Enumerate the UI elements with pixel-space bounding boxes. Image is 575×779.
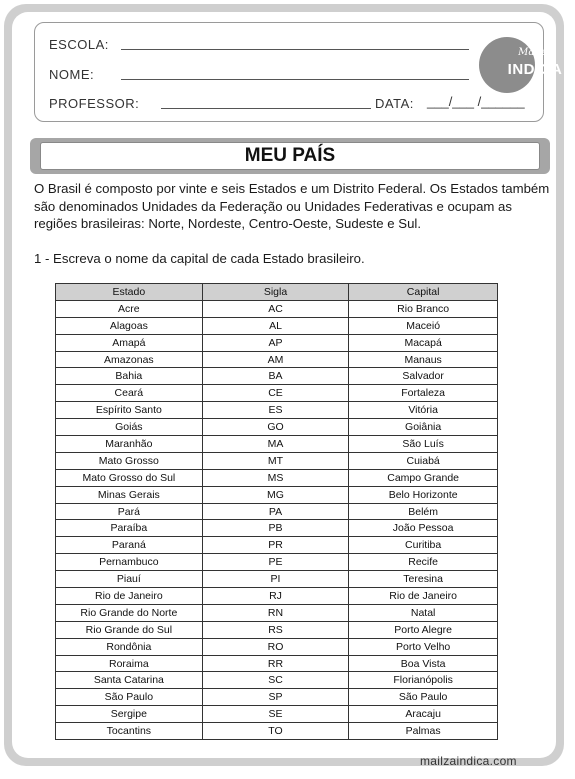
abbreviation-cell: SE xyxy=(202,706,349,723)
date-label: DATA: xyxy=(375,96,414,111)
abbreviation-cell: TO xyxy=(202,723,349,740)
state-cell: Espírito Santo xyxy=(56,402,203,419)
capital-cell: Teresina xyxy=(349,571,498,588)
capital-cell: Florianópolis xyxy=(349,672,498,689)
table-row xyxy=(56,351,498,368)
capital-cell: Vitória xyxy=(349,402,498,419)
capital-cell: Rio de Janeiro xyxy=(349,588,498,605)
capital-cell: Curitiba xyxy=(349,537,498,554)
capital-cell: Boa Vista xyxy=(349,655,498,672)
table-row xyxy=(56,452,498,469)
abbreviation-cell: MS xyxy=(202,469,349,486)
name-label: NOME: xyxy=(49,67,95,82)
capital-cell: Fortaleza xyxy=(349,385,498,402)
abbreviation-cell: AP xyxy=(202,334,349,351)
table-row xyxy=(56,571,498,588)
table-row xyxy=(56,655,498,672)
site-footer: mailzaindica.com xyxy=(420,754,517,768)
logo-brand: INDICA xyxy=(507,61,563,78)
abbreviation-cell: AC xyxy=(202,300,349,317)
capital-cell: São Paulo xyxy=(349,689,498,706)
state-cell: Alagoas xyxy=(56,317,203,334)
capital-cell: Belo Horizonte xyxy=(349,486,498,503)
table-row xyxy=(56,469,498,486)
abbreviation-cell: MA xyxy=(202,436,349,453)
capital-cell: Natal xyxy=(349,604,498,621)
table-row xyxy=(56,672,498,689)
state-cell: Maranhão xyxy=(56,436,203,453)
name-line[interactable] xyxy=(121,79,469,80)
teacher-line[interactable] xyxy=(161,108,371,109)
capital-cell: Recife xyxy=(349,554,498,571)
table-row xyxy=(56,537,498,554)
table-row xyxy=(56,385,498,402)
table-row xyxy=(56,503,498,520)
state-cell: Paraná xyxy=(56,537,203,554)
title-banner xyxy=(30,138,550,174)
state-cell: Mato Grosso do Sul xyxy=(56,469,203,486)
table-row xyxy=(56,588,498,605)
state-cell: Rio de Janeiro xyxy=(56,588,203,605)
abbreviation-cell: AM xyxy=(202,351,349,368)
capital-cell: Palmas xyxy=(349,723,498,740)
abbreviation-cell: RS xyxy=(202,621,349,638)
abbreviation-cell: CE xyxy=(202,385,349,402)
capital-cell: São Luís xyxy=(349,436,498,453)
capital-cell: Goiânia xyxy=(349,419,498,436)
teacher-label: PROFESSOR: xyxy=(49,96,140,111)
table-row xyxy=(56,689,498,706)
abbreviation-cell: PE xyxy=(202,554,349,571)
header-state: Estado xyxy=(56,284,203,301)
header-abbreviation: Sigla xyxy=(202,284,349,301)
abbreviation-cell: GO xyxy=(202,419,349,436)
state-cell: São Paulo xyxy=(56,689,203,706)
capital-cell: Porto Velho xyxy=(349,638,498,655)
abbreviation-cell: SC xyxy=(202,672,349,689)
state-cell: Rio Grande do Norte xyxy=(56,604,203,621)
abbreviation-cell: RJ xyxy=(202,588,349,605)
abbreviation-cell: MG xyxy=(202,486,349,503)
capital-cell: Maceió xyxy=(349,317,498,334)
capital-cell: João Pessoa xyxy=(349,520,498,537)
state-cell: Sergipe xyxy=(56,706,203,723)
mailza-indica-logo xyxy=(479,37,563,93)
table-row xyxy=(56,300,498,317)
question-1: 1 - Escreva o nome da capital de cada Estado brasileiro. xyxy=(34,251,365,266)
abbreviation-cell: RO xyxy=(202,638,349,655)
states-table xyxy=(55,283,498,740)
state-cell: Rio Grande do Sul xyxy=(56,621,203,638)
capital-cell: Cuiabá xyxy=(349,452,498,469)
capital-cell: Porto Alegre xyxy=(349,621,498,638)
school-label: ESCOLA: xyxy=(49,37,109,52)
school-line[interactable] xyxy=(121,49,469,50)
table-row xyxy=(56,436,498,453)
state-cell: Paraíba xyxy=(56,520,203,537)
table-row xyxy=(56,317,498,334)
table-row xyxy=(56,334,498,351)
table-row xyxy=(56,419,498,436)
logo-script: Mailza xyxy=(518,47,552,58)
state-cell: Pará xyxy=(56,503,203,520)
state-cell: Bahia xyxy=(56,368,203,385)
state-cell: Mato Grosso xyxy=(56,452,203,469)
table-row xyxy=(56,554,498,571)
capital-cell: Manaus xyxy=(349,351,498,368)
capital-cell: Rio Branco xyxy=(349,300,498,317)
table-row xyxy=(56,706,498,723)
abbreviation-cell: ES xyxy=(202,402,349,419)
state-cell: Goiás xyxy=(56,419,203,436)
table-header-row xyxy=(56,284,498,301)
table-row xyxy=(56,486,498,503)
intro-paragraph: O Brasil é composto por vinte e seis Estados e um Distrito Federal. Os Estados também são denominados Unidades da Federação ou Unidades Federativas e ocupam as regiões brasileiras: Norte, Nordeste, Centro-Oeste, Sudeste e Sul. xyxy=(34,181,550,231)
state-cell: Ceará xyxy=(56,385,203,402)
abbreviation-cell: PA xyxy=(202,503,349,520)
abbreviation-cell: PB xyxy=(202,520,349,537)
abbreviation-cell: RN xyxy=(202,604,349,621)
table-row xyxy=(56,368,498,385)
student-header xyxy=(34,22,563,122)
abbreviation-cell: RR xyxy=(202,655,349,672)
abbreviation-cell: BA xyxy=(202,368,349,385)
abbreviation-cell: SP xyxy=(202,689,349,706)
abbreviation-cell: PR xyxy=(202,537,349,554)
capital-cell: Belém xyxy=(349,503,498,520)
capital-cell: Macapá xyxy=(349,334,498,351)
table-row xyxy=(56,520,498,537)
table-row xyxy=(56,723,498,740)
table-row xyxy=(56,638,498,655)
state-cell: Tocantins xyxy=(56,723,203,740)
state-cell: Acre xyxy=(56,300,203,317)
state-cell: Piauí xyxy=(56,571,203,588)
state-cell: Santa Catarina xyxy=(56,672,203,689)
abbreviation-cell: PI xyxy=(202,571,349,588)
state-cell: Rondônia xyxy=(56,638,203,655)
table-row xyxy=(56,402,498,419)
table-row xyxy=(56,604,498,621)
page-title: MEU PAÍS xyxy=(40,142,540,170)
table-row xyxy=(56,621,498,638)
state-cell: Pernambuco xyxy=(56,554,203,571)
state-cell: Roraima xyxy=(56,655,203,672)
capital-cell: Salvador xyxy=(349,368,498,385)
capital-cell: Aracaju xyxy=(349,706,498,723)
capital-cell: Campo Grande xyxy=(349,469,498,486)
state-cell: Amapá xyxy=(56,334,203,351)
header-capital: Capital xyxy=(349,284,498,301)
abbreviation-cell: MT xyxy=(202,452,349,469)
state-cell: Amazonas xyxy=(56,351,203,368)
state-cell: Minas Gerais xyxy=(56,486,203,503)
abbreviation-cell: AL xyxy=(202,317,349,334)
date-blank[interactable]: ___/___ /______ xyxy=(427,94,525,109)
